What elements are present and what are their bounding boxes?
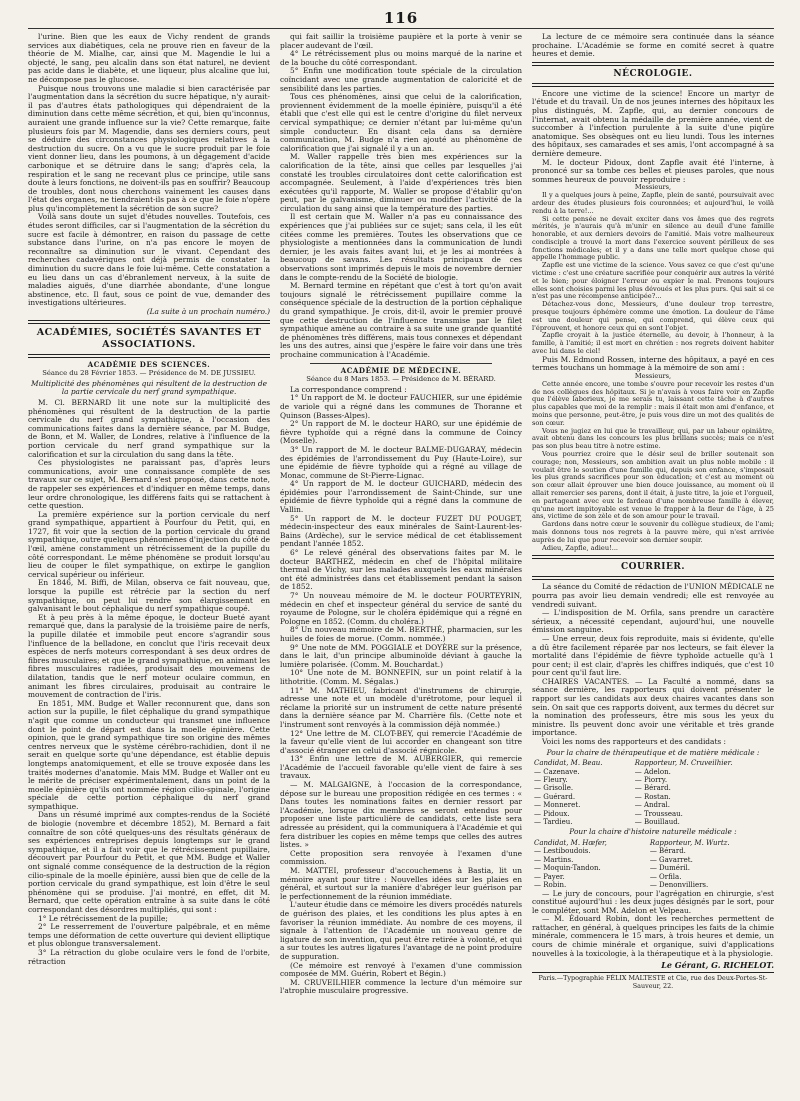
seance-line: Séance du 28 Février 1853. — Présidence de M. DE JUSSIEU. — [42, 369, 256, 378]
paragraph: Voici les noms des rapporteurs et des candidats : — [542, 737, 727, 747]
paragraph: Encore une victime de la science! Encore un martyr de l'étude et du travail. Un de nos jeunes internes des hôpitaux les plus distingués, M. Zapfle, qui, au dernier concours de l'internat, avait obtenu la médaille de première année, vient de succomber à l'infection purulente à la suite d'une piqûre anatomique. Ses obsèques ont eu lieu lundi. Tous les internes des hôpitaux, ses camarades et ses amis, l'ont accompagné à sa dernière demeure. — [532, 88, 774, 158]
rapporteur-name: Denonvilliers. — [659, 881, 709, 890]
candidate-name: Martins. — [543, 855, 574, 864]
paragraph: M. Bernard termine en répétant que c'est à tort qu'on avait toujours signalé le rétrécissement pupillaire comme la conséquence spéciale de la destruction de la portion céphalique du grand sympathique. Je crois, dit-il, avoir le premier prouvé que cette destruction de l'influence transmise par le filet sympathique amène au contraire à sa suite une grande quantité de phénomènes très différens, mais tous connexes et dépendant les uns des autres, ainsi que j'espère le faire voir dans une très prochaine communication à l'Académie. — [280, 281, 522, 359]
table-cell: Candidat, M. Beau. — [534, 759, 603, 768]
speech-paragraph: Cette année encore, une tombe s'ouvre pour recevoir les restes d'un de nos collègues des hôpitaux. Si je n'avais à vous faire voir en Zapfle que l'élève laborieux, je me serais tu, laissant cette tâche à d'autres plus capables que moi de la remplir : mais il était mon ami d'enfance, et moins que personne, peut-être, je puis vous dire un mot des qualités de son cœur. — [532, 379, 774, 427]
seance-line: Séance du 8 Mars 1853. — Présidence de M. BÉRARD. — [306, 375, 496, 384]
salutation: Messieurs, — [634, 183, 672, 192]
list-item: 7° Un nouveau mémoire de M. le docteur FOURTEYRIN, médecin en chef et inspecteur général du service de santé du royaume de Pologne, sur le choléra épidémique qui a régné en Pologne en 1852. (Comm. du choléra.) — [280, 591, 522, 626]
candidate-name: Tardieu. — [543, 818, 573, 827]
table-cell — [532, 793, 633, 801]
paragraph: Et à peu près à la même époque, le docteur Bueté ayant remarqué que, dans la paralysie de la troisième paire de nerfs, la pupille dilatée et immobile peut encore s'agrandir sous l'influence de la belladone, en conclut que l'iris recevait deux espèces de nerfs moteurs correspondant à ses deux ordres de fibres musculaires; et que le grand sympathique, en animant les fibres musculaires radiées, produisait des mouvemens de dilatation, tandis que le nerf moteur oculaire commun, en animant les fibres circulaires, produisait au contraire le mouvement de contraction de l'iris. — [28, 612, 270, 700]
chair-2-title: Pour la chaire d'histoire naturelle médicale : — [569, 827, 737, 837]
paragraph: Tous ces phénomènes, ainsi que celui de la calorification, proviennent évidemment de la moelle épinière, puisqu'il a été établi que c'est elle qui est le centre d'origine du filet nerveux cervical sympathique; ce dernier n'étant par lui-même qu'un simple conducteur. En disant cela dans sa dernière communication, M. Budge n'a rien ajouté au phénomène de calorification que j'ai signalé il y a un an. — [280, 92, 522, 153]
paragraph: La séance du Comité de rédaction de l'UNION MÉDICALE ne pourra pas avoir lieu demain vendredi; elle est renvoyée au vendredi suivant. — [532, 582, 774, 609]
table-row — [532, 776, 774, 784]
list-item: — M. MALGAIGNE, à l'occasion de la correspondance, dépose sur le bureau une proposition rédigée en ces termes : « Dans toutes les nominations faites en dernier ressort par l'Académie, lorsque dix membres se seront entendus pour proposer une liste particulière de candidats, cette liste sera adressée au président, qui la communiquera à l'Académie et qui fera distribuer les copies en même temps que celles des autres listes. » — [280, 780, 522, 850]
dash: — — [634, 801, 642, 810]
paragraph: Il est certain que M. Waller n'a pas eu connaissance des expériences que j'ai publiées sur ce sujet; sans cela, il les eût citées comme les premières. Toutes les observations que ce physiologiste a mentionnées dans la communication de lundi dernier, je les avais faites avant lui, et je les ai montrées à beaucoup de savans. Les résultats principaux de ces observations sont imprimés depuis le mois de novembre dernier dans le compte-rendu de la Société de biologie. — [280, 212, 522, 282]
table-cell — [532, 873, 648, 881]
dash: — — [634, 776, 642, 785]
paragraph: 3° La rétraction du globe oculaire vers le fond de l'orbite, rétraction — [28, 947, 270, 966]
rapporteur-name: Orfila. — [659, 872, 682, 881]
columns — [28, 33, 774, 996]
list-item: L'auteur étudie dans ce mémoire les divers procédés naturels de guérison des plaies, et les conditions les plus aptes à en favoriser la réunion immédiate. Au nombre de ces moyens, il signale à l'attention de l'Académie un nouveau genre de ligature de son invention, qui peut être retirée à volonté, et qui a sur toutes les autres ligatures l'avantage de ne point produire de suppuration. — [280, 900, 522, 961]
table-cell — [532, 801, 633, 809]
paragraph: Dans un résumé imprimé aux comptes-rendus de la Société de biologie (novembre et décembre 1852), M. Bernard a fait connaître de son côté quelques-uns des résultats généraux de ses expériences entreprises depuis longtemps sur le grand sympathique, et il a fait voir que le rétrécissement pupillaire, découvert par Pourfour du Petit, et que MM. Budge et Waller ont signalé comme conséquence de la destruction de la région cilio-spinale de la moelle épinière, aussi bien que de celle de la portion cervicale du grand sympathique, est loin d'être le seul phénomène qui se produise. J'ai montré, en effet, dit M. Bernard, que cette opération entraîne à sa suite dans le côté correspondant des désordres multipliés, qui sont : — [28, 810, 270, 914]
dash: — — [534, 855, 541, 864]
dash: — — [534, 784, 541, 793]
table-row — [532, 847, 774, 855]
academy-title: ACADÉMIE DES SCIENCES. — [87, 359, 211, 369]
table-row — [532, 864, 774, 872]
dash: — — [649, 855, 657, 864]
to-be-continued: (La suite à un prochain numéro.) — [146, 307, 270, 316]
table-row — [532, 793, 774, 801]
list-item: M. CRUVEILHIER commence la lecture d'un mémoire sur l'atrophie musculaire progressive. — [280, 977, 522, 996]
rapporteur-name: Rostan. — [643, 792, 671, 801]
dash: — — [534, 767, 541, 776]
speech-paragraph: Il y a quelques jours à peine, Zapfle, plein de santé, poursuivait avec ardeur des études plusieurs fois couronnées; et aujourd'hui, le voilà rendu à la terre!... — [532, 191, 774, 215]
list-item: Cette proposition sera renvoyée à l'examen d'une commission. — [280, 848, 522, 867]
paragraph: Voilà sans doute un sujet d'études nouvelles. Toutefois, ces études seront difficiles, car si l'augmentation de la sécrétion du sucre est facile à démontrer, en raison du passage de cette substance dans l'urine, on n'a pas encore le moyen de reconnaître sa diminution sur le vivant. Cependant des recherches cadavériques ont déjà permis de constater la diminution du sucre dans le foie lui-même. Cette constatation a eu lieu dans un cas d'ébranlement nerveux, à la suite de maladies aiguës, d'une diarrhée abondante, d'une longue abstinence, etc. Il faut, sous ce point de vue, demander des investigations ultérieures. — [28, 212, 270, 308]
paragraph: — Une erreur, deux fois reproduite, mais si évidente, qu'elle a dû être facilement réparée par nos lecteurs, se fait élever la mortalité dans l'épidémie de fièvre typhoïde actuelle qu'à 1 pour cent; il est clair, d'après les chiffres indiqués, que c'est 10 pour cent qu'il faut lire. — [532, 633, 774, 678]
printer-line: Paris.—Typographie FÉLIX MALTESTE et Cie, rue des Deux-Portes-St-Sauveur, 22. — [532, 972, 774, 991]
dash: — — [634, 792, 642, 801]
table-cell: Candidat, M. Hœfer, — [534, 839, 607, 848]
paragraph: 2° Le resserrement de l'ouverture palpébrale, et en même temps une déformation de cette ouverture qui devient elliptique et plus oblongue transversalement. — [28, 922, 270, 949]
table-cell — [532, 818, 633, 826]
table-cell — [633, 801, 774, 809]
table-cell — [648, 864, 774, 872]
list-item: 12° Une lettre de M. CLOT-BEY, qui remercie l'Académie de la faveur qu'elle vient de lui accorder en changeant son titre d'associé étranger en celui d'associé régnicole. — [280, 728, 522, 755]
candidate-name: Grisolle. — [543, 784, 574, 793]
table-cell — [633, 776, 774, 784]
section-rule — [532, 555, 774, 559]
dash: — — [634, 784, 642, 793]
dash: — — [649, 847, 657, 856]
list-item: 11° M. MATHIEU, fabricant d'instrumens de chirurgie, adresse une note et un modèle d'urétrotome, pour lequel il réclame la priorité sur un instrument de cette nature présenté dans la dernière séance par M. Charrière fils. (Cette note et l'instrument sont renvoyés à la commission déjà nommée.) — [280, 685, 522, 729]
gerant-signature: Le Gérant, G. RICHELOT. — [661, 960, 774, 971]
table-cell — [532, 768, 633, 776]
candidate-name: Robin. — [543, 881, 567, 890]
table-cell: Rapporteur, M. Cruveilhier. — [634, 759, 733, 768]
paragraph: — Le jury de concours, pour l'agrégation en chirurgie, s'est constitué aujourd'hui : les deux juges désignés par le sort, pour le compléter, sont MM. Adelon et Velpeau. — [532, 888, 774, 915]
candidate-name: Guérard. — [543, 792, 576, 801]
table-cell — [532, 776, 633, 784]
list-item: 1° Un rapport de M. le docteur FAUCHIER, sur une épidémie de variole qui a régné dans les communes de Thoranne et Quinson (Basses-Alpes). — [280, 393, 522, 420]
divider — [310, 363, 492, 364]
col1-paras — [28, 399, 270, 966]
dash: — — [534, 792, 541, 801]
paragraph: 5° Enfin une modification toute spéciale de la circulation coïncidant avec une grande augmentation de caloricité et de sensibilité dans les parties. — [280, 66, 522, 93]
table-row — [532, 801, 774, 809]
paragraph: M. le docteur Pidoux, dont Zapfle avait été l'interne, à prononcé sur sa tombe ces belles et pieuses paroles, que nous sommes heureux de pouvoir reproduire : — [532, 157, 774, 184]
rapporteur-name: Gavarret. — [659, 855, 693, 864]
candidate-name: Cazenave. — [543, 767, 580, 776]
dash: — — [534, 801, 541, 810]
speech-paragraph: Détachez-vous donc, Messieurs, d'une douleur trop terrestre, presque toujours éphémère comme une émotion. La douleur de l'âme est une douleur qui pense, qui comprend, qui élève ceux qui l'éprouvent, et honore ceux qui en sont l'objet. — [532, 300, 774, 332]
list-item: 3° Un rapport de M. le docteur BALME-DUGARAY, médecin des épidémies de l'arrondissement du Puy (Haute-Loire), sur une épidémie de fièvre typhoïde qui a régné au village de Monac, commune de St-Pierre-Lignac. — [280, 444, 522, 480]
chair-1-title: Pour la chaire de thérapeutique et de matière médicale : — [546, 747, 760, 757]
paragraph: — M. Édouard Robin, dont les recherches permettent de rattacher, en général, à quelques principes les faits de la chimie minérale, commencera le 15 mars, à trois heures et demie, un cours de chimie minérale et organique, suivi d'applications nouvelles à la toxicologie, à la thérapeutique et à la physiologie. — [532, 914, 774, 958]
section-rule — [532, 83, 774, 87]
candidate-name: Lestiboudois. — [543, 847, 591, 856]
section-title: ACADÉMIES, SOCIÉTÉS SAVANTES ET ASSOCIATIONS. — [36, 326, 262, 350]
paragraph: l'urine. Bien que les eaux de Vichy rendent de grands services aux diabétiques, cela ne prouve rien en faveur de la théorie de M. Mialhe, car, ainsi que M. Magendie le lui a objecté, le sang, peu alcalin dans son état naturel, ne devient pas acide dans le diabète, et une liqueur, plus alcaline que lui, ne décompose pas le glucose. — [28, 33, 270, 84]
list-item: 5° Un rapport de M. le docteur FUZET DU POUGET, médecin-inspecteur des eaux minérales de Saint-Laurent-les-Bains (Ardèche), sur le service médical de cet établissement pendant l'année 1852. — [280, 513, 522, 549]
candidate-name: Fleury. — [543, 776, 568, 785]
table-cell — [648, 847, 774, 855]
correspondence-list — [280, 394, 522, 996]
paragraph: qui fait saillir la troisième paupière et la porte à venir se placer audevant de l'œil. — [280, 33, 522, 50]
dash: — — [534, 818, 541, 827]
table-row — [532, 810, 774, 818]
rapporteur-name: Andral. — [643, 801, 670, 810]
paragraph: 1° Le rétrécissement de la pupille; — [38, 913, 168, 923]
necrology-title: NÉCROLOGIE. — [613, 68, 693, 79]
section-rule — [28, 354, 270, 358]
candidate-name: Pidoux. — [543, 809, 570, 818]
dash: — — [649, 881, 657, 890]
list-item: 13° Enfin une lettre de M. AUBERGIER, qui remercie l'Académie de l'accueil favorable qu'elle vient de faire à ses travaux. — [280, 754, 522, 781]
table-cell — [633, 818, 774, 826]
rapporteur-name: Trousseau. — [643, 809, 683, 818]
dash: — — [634, 809, 642, 818]
paragraph: Ces physiologistes ne paraissant pas, d'après leurs communications, avoir une connaissance complète de ses travaux sur ce sujet, M. Bernard s'est proposé, dans cette note, de rappeler ses expériences et d'indiquer en même temps, dans leur ordre chronologique, les différens faits qui se rattachent à cette question. — [28, 458, 270, 511]
rapporteur-name: Adelon. — [643, 767, 671, 776]
column-2 — [280, 33, 522, 996]
table-cell — [648, 873, 774, 881]
dash: — — [634, 818, 642, 827]
speech-paragraph: Zapfle est une victime de la science. Vous savez ce que c'est qu'une victime : c'est une créature sacrifiée pour conquérir aux autres la vérité et le bien; pour éloigner l'erreur ou expier le mal. Prenons toujours elles sont choisies parmi les plus dévoués et les plus purs. Qui sait si ce n'est pas une récompense anticipée?... — [532, 261, 774, 301]
section-rule — [532, 62, 774, 66]
page-number: 116 — [383, 9, 419, 27]
list-item: 2° Un rapport de M. le docteur HARO, sur une épidémie de fièvre typhoïde qui a régné dans la commune de Coincy (Moselle). — [280, 419, 522, 446]
table-cell — [633, 810, 774, 818]
candidate-name: Moquin-Tandon. — [543, 864, 601, 873]
dash: — — [634, 767, 642, 776]
chair-2-table — [532, 839, 774, 889]
table-cell — [532, 847, 648, 855]
candidate-name: Monneret. — [543, 801, 581, 810]
table-row — [532, 784, 774, 792]
paragraph: En 1846, M. Biffi, de Milan, observa ce fait nouveau, que, lorsque la pupille est rétrécie par la section du nerf sympathique, on peut lui rendre son élargissement en galvanisant le bout céphalique du nerf sympathique coupé. — [28, 578, 270, 614]
dash: — — [534, 881, 541, 890]
table-row — [532, 856, 774, 864]
paragraph: M. Waller rappelle très bien mes expériences sur la calorification de la tête, ainsi que celles par lesquelles j'ai constaté les troubles circulatoires dont cette calorification est accompagnée. Seulement, à l'aide d'expériences très bien exécutées qu'il rapporte, M. Waller se propose d'établir qu'on peut, par le galvanisme, diminuer ou modifier l'activité de la circulation du sang ainsi que la température des parties. — [280, 152, 522, 213]
candidate-name: Payer. — [543, 872, 565, 881]
paragraph: Puis M. Edmond Rossen, interne des hôpitaux, a payé en ces termes touchans un hommage à la mémoire de son ami : — [532, 354, 774, 373]
list-item: M. MATTEI, professeur d'accouchemens à Bastia, lit un mémoire ayant pour titre : Nouvelles idées sur les plaies en général, et surtout sur la manière d'abréger leur guérison par le perfectionnement de la réunion immédiate. — [280, 866, 522, 901]
column-1 — [28, 33, 270, 966]
list-item: 4° Un rapport de M. le docteur GUICHARD, médecin des épidémies pour l'arrondissement de Saint-Chinde, sur une épidémie de fièvre typhoïde qui a régné dans la commune de Vallin. — [280, 479, 522, 515]
courrier-title: COURRIER. — [621, 562, 685, 573]
table-cell — [532, 784, 633, 792]
col2-paras-top — [280, 33, 522, 360]
column-3 — [532, 33, 774, 991]
paragraph: CHAIRES VACANTES. — La Faculté a nommé, dans sa séance dernière, les rapporteurs qui doivent présenter le rapport sur les candidats aux deux chaires vacantes dans son sein. On sait que ces rapports doivent, aux termes du décret sur la nomination des professeurs, être mis sous les yeux du ministre. Ils peuvent donc avoir une véritable et très grande importance. — [532, 676, 774, 738]
list-item: (Ce mémoire est renvoyé à l'examen d'une commission composée de MM. Guérin, Robert et Bégin.) — [280, 960, 522, 979]
table-row — [532, 759, 774, 767]
rapporteur-name: Piorry. — [643, 776, 668, 785]
rapporteur-name: Bérard. — [659, 847, 686, 856]
table-cell — [633, 784, 774, 792]
academy-title: ACADÉMIE DE MÉDECINE. — [340, 365, 462, 375]
salutation: Messieurs, — [634, 372, 672, 381]
speech-paragraph: Gardons dans notre cœur le souvenir du collègue studieux, de l'ami; mais donnons tous nos regrets à la pauvre mère, qui n'est arrivée auprès de lui que pour recevoir son dernier soupir. — [532, 520, 774, 544]
list-item: 6° Le relevé général des observations faites par M. le docteur BARTHEZ, médecin en chef de l'hôpital militaire thermal de Vichy, sur les malades auxquels les eaux minérales ont été administrées dans cet établissement pendant la saison de 1852. — [280, 548, 522, 592]
dash: — — [649, 872, 657, 881]
table-cell — [633, 768, 774, 776]
section-rule — [28, 320, 270, 324]
list-item: 8° Un nouveau mémoire de M. BERTHÉ, pharmacien, sur les huiles de foies de morue. (Comm. nommée.) — [280, 625, 522, 643]
paragraph: La première expérience sur la portion cervicale du nerf grand sympathique, appartient à Pourfour du Petit, qui, en 1727, fit voir que la section de la portion cervicale du grand sympathique, outre quelques phénomènes d'injection du côté de l'œil, amène constamment un rétrécissement de la pupille du côté correspondant. Le même phénomène se produit lorsqu'au lieu de couper le filet sympathique, on extirpe le ganglion cervical supérieur ou inférieur. — [28, 509, 270, 579]
dash: — — [534, 872, 541, 881]
dash: — — [534, 864, 541, 873]
correspondence-intro: La correspondance comprend : — [290, 384, 407, 394]
paragraph: En 1851, MM. Budge et Waller reconnurent que, dans son action sur la pupille, le filet céphalique du grand sympathique n'agit que comme un conducteur qui transmet une influence dont le point de départ est dans la moelle épinière. Cette opinion, que le grand sympathique tire son origine des mêmes centres nerveux que le système cérébro-rachidien, dont il ne serait en quelque sorte qu'une dépendance, est établie depuis longtemps anatomiquement, et elle se trouve exposée dans les traités modernes d'anatomie. Mais MM. Budge et Waller ont eu le mérite de préciser expérimentalement, dans un point de la moelle épinière qu'ils ont nommée région cilio-spinale, l'origine spéciale de cette portion céphalique du nerf grand sympathique. — [28, 698, 270, 811]
article-subtitle: Multiplicité des phénomènes qui résultent de la destruction de la partie cervicale du nerf grand sympathique. — [31, 378, 267, 397]
paragraph: La lecture de ce mémoire sera continuée dans la séance prochaine. L'Académie se forme en comité secret à quatre heures et demie. — [532, 33, 774, 59]
speech-paragraph: Adieu, Zapfle, adieu!... — [542, 543, 619, 552]
table-cell — [633, 793, 774, 801]
dash: — — [649, 864, 657, 873]
list-item: 9° Une note de MM. POGGIALE et DOYÈRE sur la présence, dans le lait, d'un principe albuminoïde déviant à gauche la lumière polarisée. (Comm. M. Bouchardat.) — [280, 642, 522, 669]
table-cell — [532, 810, 633, 818]
dash: — — [534, 809, 541, 818]
paragraph: Puisque nous trouvons une maladie si bien caractérisée par l'augmentation dans la sécrétion du sucre hépatique, n'y aurait-il pas d'autres états pathologiques qui dépendraient de la diminution dans cette même sécrétion, et qui, bien qu'inconnus, auraient une grande influence sur la vie? Cette remarque, faite plusieurs fois par M. Magendie, dans ses derniers cours, peut se déduire des circonstances physiologiques relatives à la destruction du sucre. On a vu que le sucre produit par le foie vient donner lieu, dans les poumons, à un dégagement d'acide carbonique et se détruire dans le sang; d'après cela, la respiration et le sang ne recevant plus ce principe, utile sans doute à leurs fonctions, ne doivent-ils pas en souffrir? Beaucoup de troubles, dont nous cherchons vainement les causes dans l'état des organes, ne tiendraient-ils pas à ce que le foie n'opère plus qu'incomplètement la sécrétion de son sucre? — [28, 83, 270, 213]
list-item: 10° Une note de M. BONNEFIN, sur un point relatif à la lithotritie. (Comm. M. Ségalas.) — [280, 668, 522, 686]
chair-1-table — [532, 759, 774, 826]
speech-paragraph: Zapfle croyait à la justice éternelle, au devoir, à l'honneur, à la famille, à l'amitié; il est mort en chrétien : nos regrets doivent habiter avec lui dans le ciel! — [532, 331, 774, 356]
paragraph: M. Cl. BERNARD lit une note sur la multiplicité des phénomènes qui résultent de la destruction de la partie cervicale du nerf grand sympathique, à l'occasion des communications faites dans la dernière séance, par M. Budge, de Bonn, et M. Waller, de Londres, relative à l'influence de la portion cervicale du nerf grand sympathique sur la calorification et sur la circulation du sang dans la tête. — [28, 397, 270, 459]
rapporteur-name: Bouillaud. — [643, 818, 680, 827]
top-rule — [28, 28, 774, 29]
table-row — [532, 873, 774, 881]
section-rule — [532, 576, 774, 580]
table-row — [532, 768, 774, 776]
speech-paragraph: Vous pourriez croire que le désir seul de briller soutenait son courage; non, Messieurs, son ambition avait un plus noble mobile : il voulait être le soutien d'une famille qui, depuis son enfance, s'imposait les plus grands sacrifices pour son éducation; et c'est au moment où son cœur allait éprouver une bien douce jouissance, au moment où il allait remercier ses parens, dont il était, à juste titre, la joie et l'orgueil, en partageant avec eux le fardeau d'une nombreuse famille à élever, qu'une mort impitoyable est venue le frapper à la fleur de l'âge, à 25 ans, victime de son zèle et de son amour pour le travail. — [532, 450, 774, 521]
col1-paras-top — [28, 33, 270, 308]
speech-paragraph: Vous ne jugiez en lui que le travailleur, qui, par un labeur opiniâtre, avait obtenu dans les concours les plus brillans succès; mais ce n'est pas son plus beau titre à notre estime. — [532, 426, 774, 451]
table-row — [532, 818, 774, 826]
dash: — — [534, 847, 541, 856]
dash: — — [534, 776, 541, 785]
rapporteur-name: Duméril. — [659, 864, 690, 873]
table-cell — [532, 856, 648, 864]
paragraph: — L'indisposition de M. Orfila, sans prendre un caractère sérieux, a nécessité cependant, aujourd'hui, une nouvelle émission sanguine. — [532, 608, 774, 635]
rapporteur-name: Bérard. — [643, 784, 671, 793]
table-row — [532, 839, 774, 847]
paragraph: 4° Le rétrécissement plus ou moins marqué de la narine et de la bouche du côté correspondant. — [280, 49, 522, 67]
table-cell: Rapporteur, M. Wurtz. — [649, 839, 730, 848]
speech-paragraph: Si cette pensée ne devait exciter dans vos âmes que des regrets mérités, je n'aurais qu'à m'unir en silence au deuil d'une famille honorable, et aux derniers devoirs de l'amitié. Mais votre malheureux condisciple a trouvé la mort dans l'exercice souvent périlleux de ses fonctions médicales; et il y a dans une telle mort quelque chose qui appelle l'hommage public. — [532, 214, 774, 262]
table-cell — [532, 864, 648, 872]
table-cell — [648, 856, 774, 864]
